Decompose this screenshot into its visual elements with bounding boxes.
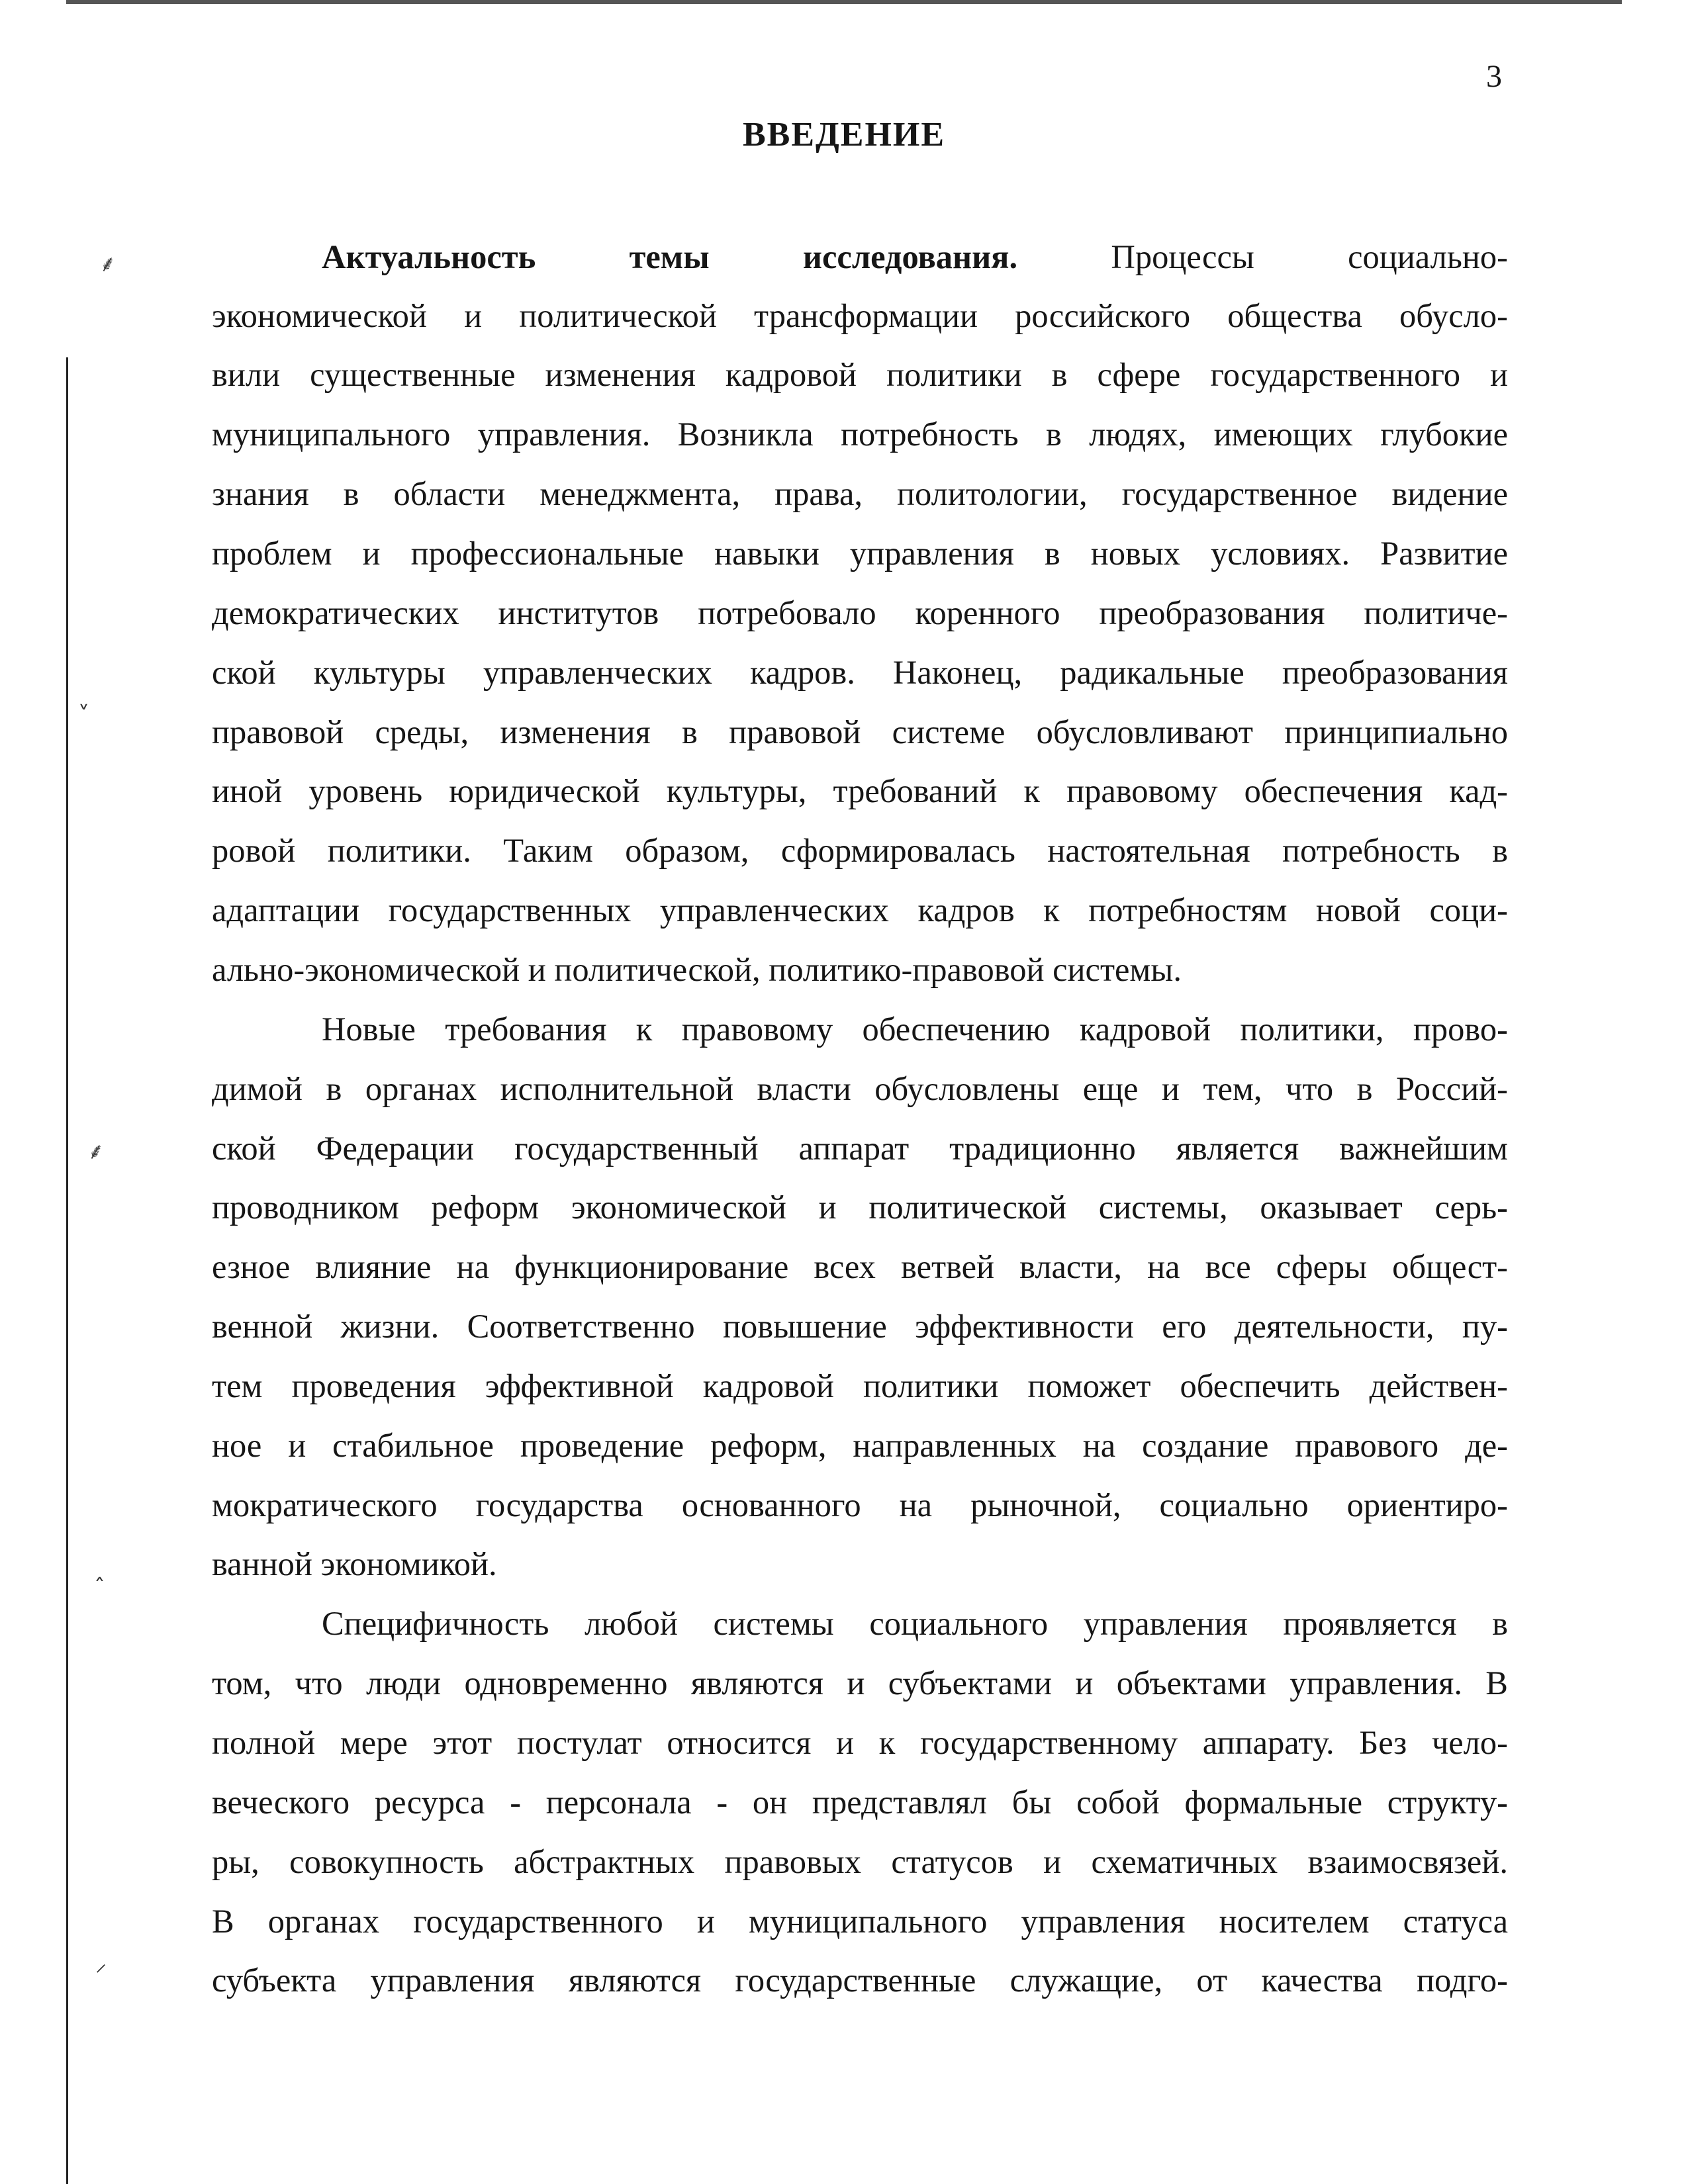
paragraph-3-line: том, что люди одновременно являются и субъектами и объектами управления. В [212, 1664, 1508, 1702]
paragraph-1-line: ально-экономической и политической, политико-правовой системы. [212, 951, 1182, 988]
binding-hole-mark: ⸙ [87, 1138, 105, 1165]
paragraph-1-line: знания в области менеджмента, права, политологии, государственное видение [212, 475, 1508, 512]
paragraph-2-line: ской Федерации государственный аппарат традиционно является важнейшим [212, 1130, 1508, 1167]
paragraph-1-line: адаптации государственных управленческих кадров к потребностям новой соци- [212, 891, 1508, 929]
binding-hole-mark: ⸝ [95, 1950, 107, 1977]
topic-relevance-heading: Актуальность темы исследования. [322, 238, 1018, 275]
paragraph-1-line: вили существенные изменения кадровой политики в сфере государственного и [212, 356, 1508, 393]
paragraph-1-line: муниципального управления. Возникла потребность в людях, имеющих глубокие [212, 416, 1508, 453]
paragraph-3-line: В органах государственного и муниципального управления носителем статуса [212, 1903, 1508, 1940]
paragraph-3-line: ры, совокупность абстрактных правовых статусов и схематичных взаимосвязей. [212, 1843, 1508, 1880]
paragraph-1-line: ской культуры управленческих кадров. Наконец, радикальные преобразования [212, 654, 1508, 691]
paragraph-text: Процессы социально- [1111, 238, 1508, 275]
paragraph-2-line: ное и стабильное проведение реформ, направленных на создание правового де- [212, 1427, 1508, 1464]
binding-hole-mark: ˆ [94, 1574, 105, 1601]
binding-hole-mark: ˅ [78, 702, 89, 728]
scan-top-border [66, 0, 1622, 4]
paragraph-1-line: демократических институтов потребовало коренного преобразования политиче- [212, 594, 1508, 631]
scan-left-border [66, 357, 68, 2184]
paragraph-3-line: полной мере этот постулат относится и к государственному аппарату. Без чело- [212, 1724, 1508, 1761]
section-heading: ВВЕДЕНИЕ [742, 116, 946, 154]
paragraph-1-line: иной уровень юридической культуры, требований к правовому обеспечения кад- [212, 772, 1508, 809]
paragraph-3-line: субъекта управления являются государственные служащие, от качества подго- [212, 1962, 1508, 1999]
paragraph-1-line: проблем и профессиональные навыки управления в новых условиях. Развитие [212, 535, 1508, 572]
paragraph-3-line: Специфичность любой системы социального управления проявляется в [322, 1605, 1508, 1642]
paragraph-1-line: экономической и политической трансформации российского общества обусло- [212, 297, 1508, 334]
binding-hole-mark: ⸙ [99, 251, 117, 277]
paragraph-1-line-1 [322, 240, 1508, 274]
paragraph-2-line: Новые требования к правовому обеспечению кадровой политики, прово- [322, 1011, 1508, 1048]
paragraph-2-line: мократического государства основанного на рыночной, социально ориентиро- [212, 1486, 1508, 1524]
paragraph-1-line: правовой среды, изменения в правовой системе обусловливают принципиально [212, 713, 1508, 751]
paragraph-2-line: тем проведения эффективной кадровой политики поможет обеспечить действен- [212, 1367, 1508, 1404]
paragraph-2-line: езное влияние на функционирование всех ветвей власти, на все сферы общест- [212, 1248, 1508, 1285]
paragraph-2-line: проводником реформ экономической и политической системы, оказывает серь- [212, 1189, 1508, 1226]
paragraph-1-line: ровой политики. Таким образом, сформировалась настоятельная потребность в [212, 832, 1508, 869]
paragraph-3-line: веческого ресурса - персонала - он представлял бы собой формальные структу- [212, 1784, 1508, 1821]
page-number: 3 [1486, 59, 1502, 94]
paragraph-2-line: ванной экономикой. [212, 1545, 497, 1582]
paragraph-2-line: димой в органах исполнительной власти обусловлены еще и тем, что в Россий- [212, 1070, 1508, 1107]
paragraph-2-line: венной жизни. Соответственно повышение эффективности его деятельности, пу- [212, 1308, 1508, 1345]
